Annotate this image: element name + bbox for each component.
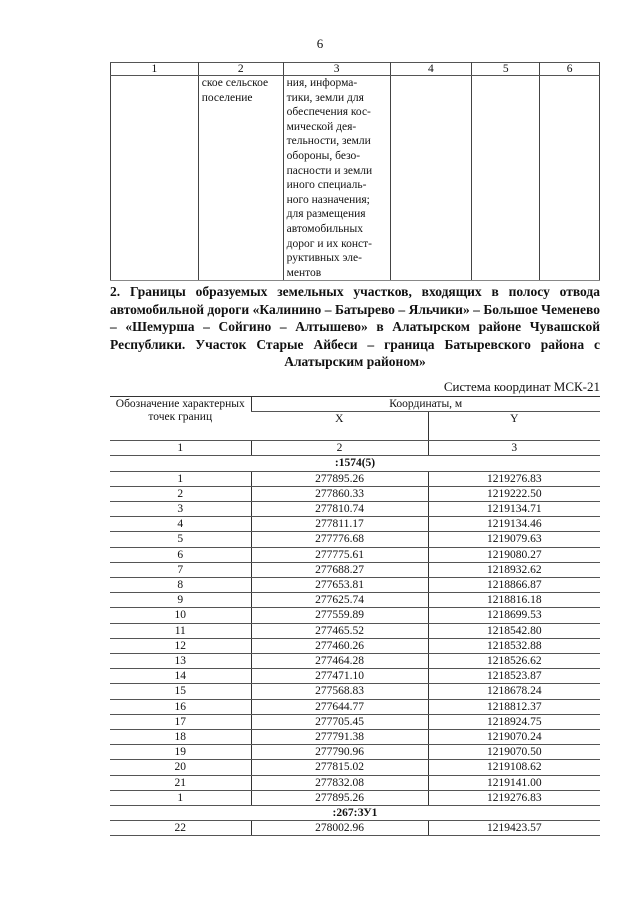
- y-coordinate: 1218678.24: [428, 684, 600, 699]
- x-coordinate: 277625.74: [251, 593, 428, 608]
- section-row: [110, 456, 600, 471]
- point-number: 11: [110, 623, 251, 638]
- y-coordinate: 1219222.50: [428, 486, 600, 501]
- x-coordinate: 277895.26: [251, 471, 428, 486]
- x-coordinate: 277464.28: [251, 654, 428, 669]
- y-coordinate: 1218523.87: [428, 669, 600, 684]
- y-coordinate: 1218924.75: [428, 714, 600, 729]
- cell-text-line: ного назначения;: [286, 193, 370, 206]
- cell-text-line: для размещения: [286, 208, 366, 221]
- point-number: 13: [110, 654, 251, 669]
- y-coordinate: 1218532.88: [428, 638, 600, 653]
- cell-empty: [540, 76, 600, 281]
- table-row: [110, 654, 600, 669]
- cell-text-line: обеспечения кос-: [286, 106, 371, 119]
- point-number: 5: [110, 532, 251, 547]
- table-header-row: [111, 63, 600, 76]
- table-row: [110, 547, 600, 562]
- cell-empty: [111, 76, 199, 281]
- point-number: 9: [110, 593, 251, 608]
- cell-text-line: дорог и их конст-: [286, 237, 373, 250]
- point-number: 12: [110, 638, 251, 653]
- x-coordinate: 277832.08: [251, 775, 428, 790]
- x-coordinate: 277688.27: [251, 562, 428, 577]
- coordinates-table: [110, 396, 600, 836]
- table-row: [110, 532, 600, 547]
- table-row: [110, 608, 600, 623]
- x-coordinate: 277776.68: [251, 532, 428, 547]
- point-number: 14: [110, 669, 251, 684]
- point-number: 2: [110, 486, 251, 501]
- cell-text-line: поселение: [201, 91, 253, 104]
- y-coordinate: 1218526.62: [428, 654, 600, 669]
- land-use-table-continuation: [110, 62, 600, 281]
- x-coordinate: 277465.52: [251, 623, 428, 638]
- y-coordinate: 1219108.62: [428, 760, 600, 775]
- point-number: 1: [110, 471, 251, 486]
- section-row: [110, 806, 600, 821]
- x-coordinate: 277460.26: [251, 638, 428, 653]
- table-row: [110, 699, 600, 714]
- y-coordinate: 1219276.83: [428, 790, 600, 805]
- column-number: 6: [540, 63, 600, 76]
- column-number: 3: [428, 441, 600, 456]
- point-number: 6: [110, 547, 251, 562]
- table-row: [110, 714, 600, 729]
- cell-text-line: автомобильных: [286, 222, 363, 235]
- y-coordinate: 1218932.62: [428, 562, 600, 577]
- cell-text-line: ментов: [286, 266, 322, 279]
- y-coordinate: 1219070.24: [428, 730, 600, 745]
- y-coordinate: 1219141.00: [428, 775, 600, 790]
- column-number: 5: [472, 63, 540, 76]
- parcel-label: :1574(5): [110, 456, 600, 471]
- x-coordinate: 277775.61: [251, 547, 428, 562]
- coordinate-system-label: Система координат МСК-21: [443, 379, 600, 394]
- parcel-label: :267:ЗУ1: [110, 806, 600, 821]
- table-row: [110, 471, 600, 486]
- cell-text-line: ское сельское: [201, 77, 269, 89]
- point-number: 19: [110, 745, 251, 760]
- point-number: 21: [110, 775, 251, 790]
- column-number: 1: [111, 63, 199, 76]
- cell-text-line: руктивных эле-: [286, 252, 362, 265]
- table-row: [110, 775, 600, 790]
- header-point-designation: Обозначение характерных точек границ: [110, 397, 251, 441]
- point-number: 18: [110, 730, 251, 745]
- cell-text-line: обороны, безо-: [286, 149, 361, 162]
- table-row: [110, 760, 600, 775]
- point-number: 16: [110, 699, 251, 714]
- table-row: [110, 638, 600, 653]
- x-coordinate: 277895.26: [251, 790, 428, 805]
- x-coordinate: 277653.81: [251, 578, 428, 593]
- table-row: [110, 790, 600, 805]
- x-coordinate: 277810.74: [251, 502, 428, 517]
- x-coordinate: 277644.77: [251, 699, 428, 714]
- column-number: 1: [110, 441, 251, 456]
- cell-text-line: ния, информа-: [286, 77, 358, 89]
- cell-empty: [472, 76, 540, 281]
- y-coordinate: 1218699.53: [428, 608, 600, 623]
- cell-text-line: тельности, земли: [286, 135, 371, 148]
- table-row: [110, 669, 600, 684]
- table-row: [110, 623, 600, 638]
- point-number: 10: [110, 608, 251, 623]
- table-row: [110, 593, 600, 608]
- table-row: [110, 486, 600, 501]
- table-row: [110, 730, 600, 745]
- y-coordinate: 1219276.83: [428, 471, 600, 486]
- y-coordinate: 1219079.63: [428, 532, 600, 547]
- y-coordinate: 1219070.50: [428, 745, 600, 760]
- cell-text-line: иного специаль-: [286, 179, 367, 192]
- x-coordinate: 277815.02: [251, 760, 428, 775]
- y-coordinate: 1219134.46: [428, 517, 600, 532]
- page-number: 6: [316, 36, 324, 51]
- cell-text-line: тики, земли для: [286, 91, 364, 104]
- y-coordinate: 1218542.80: [428, 623, 600, 638]
- table-row: [111, 76, 600, 281]
- point-number: 4: [110, 517, 251, 532]
- header-x: X: [251, 412, 428, 441]
- column-number: 4: [390, 63, 472, 76]
- x-coordinate: 278002.96: [251, 821, 428, 836]
- cell-text-line: мической дея-: [286, 120, 357, 133]
- table-row: [110, 578, 600, 593]
- table-row: [110, 684, 600, 699]
- point-number: 22: [110, 821, 251, 836]
- x-coordinate: 277705.45: [251, 714, 428, 729]
- point-number: 7: [110, 562, 251, 577]
- x-coordinate: 277860.33: [251, 486, 428, 501]
- x-coordinate: 277811.17: [251, 517, 428, 532]
- point-number: 3: [110, 502, 251, 517]
- point-number: 1: [110, 790, 251, 805]
- y-coordinate: 1218816.18: [428, 593, 600, 608]
- cell-empty: [390, 76, 472, 281]
- point-number: 15: [110, 684, 251, 699]
- column-number: 3: [283, 63, 390, 76]
- table-row: [110, 562, 600, 577]
- table-row: [110, 821, 600, 836]
- table-row: [110, 517, 600, 532]
- header-y: Y: [428, 412, 600, 441]
- point-number: 8: [110, 578, 251, 593]
- section-title: 2. Границы образуемых земельных участков, входящих в полосу отвода автомобильной дороги «Калинино – Батырево – Яльчики» – Большое Чеменево – «Шемурша – Сойгино – Алтышево» в Алатырском районе Чувашской Республики. Участок Старые Айбеси – граница Батыревского района с Алатырским районом»: [110, 284, 600, 369]
- point-number: 17: [110, 714, 251, 729]
- x-coordinate: 277790.96: [251, 745, 428, 760]
- table-row: [110, 745, 600, 760]
- y-coordinate: 1219423.57: [428, 821, 600, 836]
- y-coordinate: 1219134.71: [428, 502, 600, 517]
- table-row: [110, 502, 600, 517]
- x-coordinate: 277568.83: [251, 684, 428, 699]
- x-coordinate: 277559.89: [251, 608, 428, 623]
- column-number: 2: [198, 63, 283, 76]
- x-coordinate: 277791.38: [251, 730, 428, 745]
- column-number: 2: [251, 441, 428, 456]
- header-coordinates: Координаты, м: [251, 397, 600, 412]
- cell-land-category: [283, 76, 390, 281]
- y-coordinate: 1218812.37: [428, 699, 600, 714]
- cell-text-line: пасности и земли: [286, 164, 373, 177]
- x-coordinate: 277471.10: [251, 669, 428, 684]
- cell-settlement: [198, 76, 283, 281]
- point-number: 20: [110, 760, 251, 775]
- y-coordinate: 1219080.27: [428, 547, 600, 562]
- y-coordinate: 1218866.87: [428, 578, 600, 593]
